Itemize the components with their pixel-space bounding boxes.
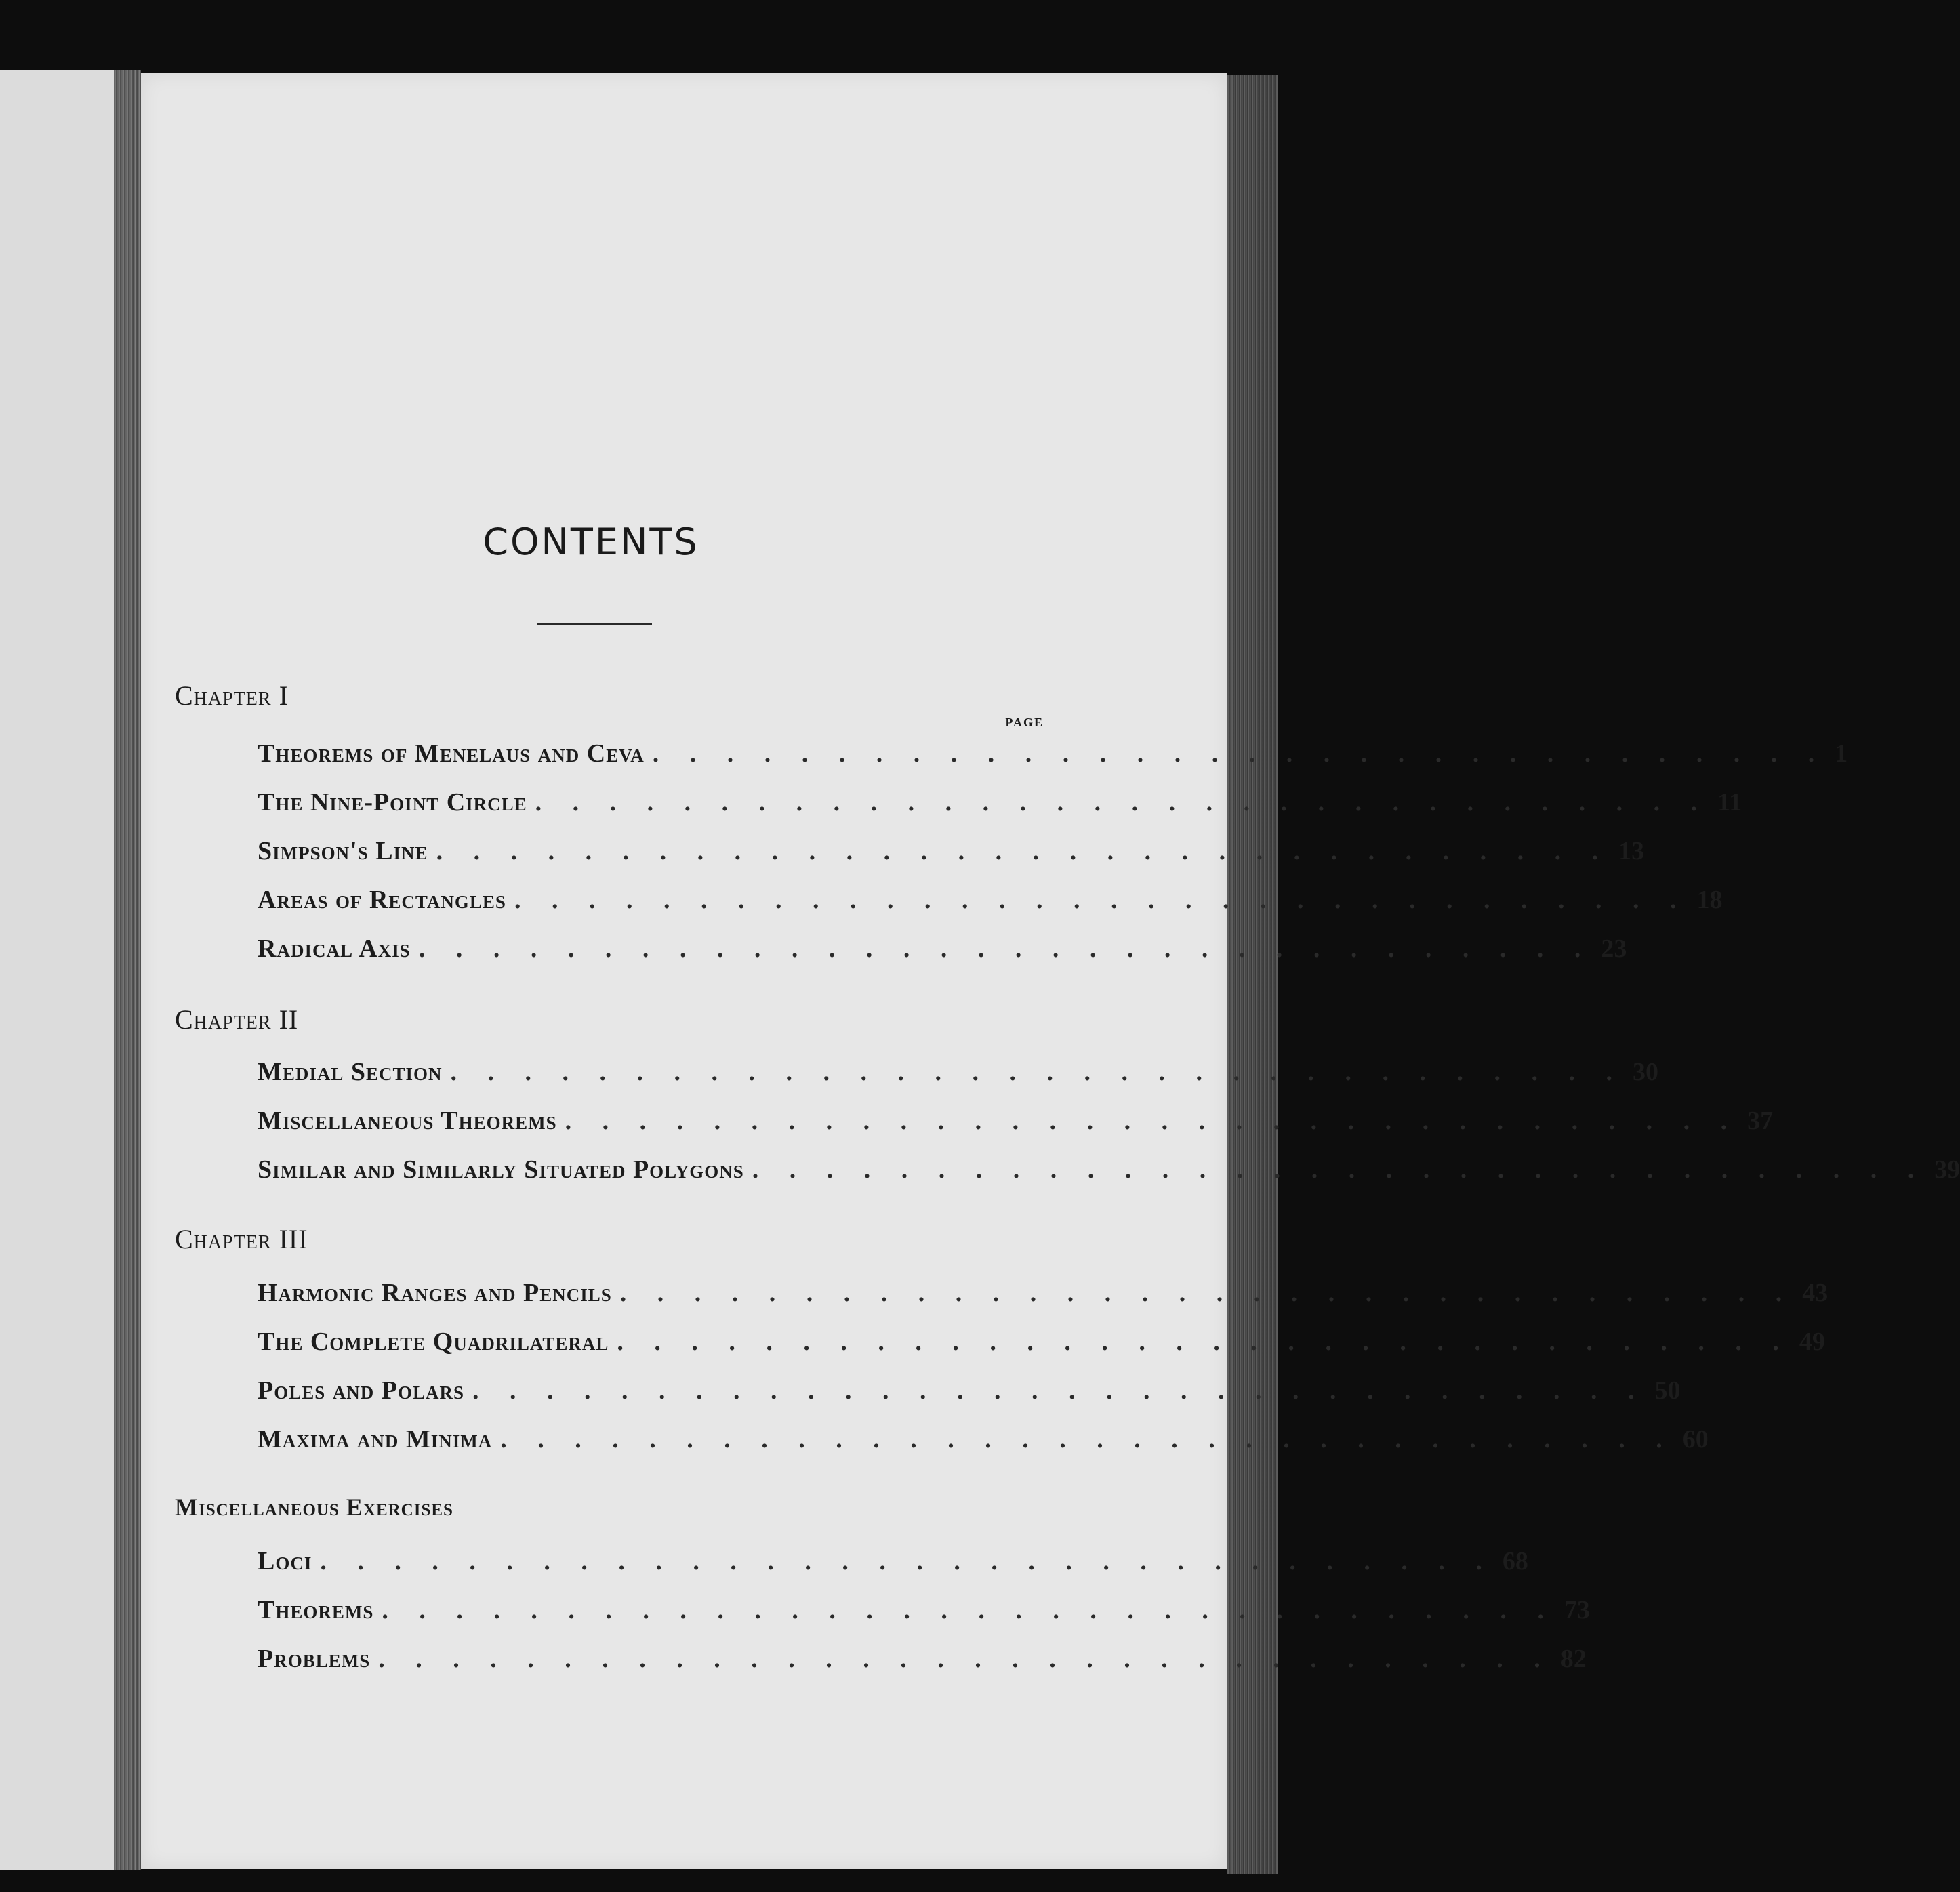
entry-page-number: 23 (1601, 934, 1627, 963)
dot-leader: . . . . . . . . . . . . . . . . . . . . . . . . . . . . . . . . (382, 1596, 1556, 1624)
dot-leader: . . . . . . . . . . . . . . . . . . . . . . . . . . . . . . . . (378, 1645, 1553, 1673)
entry-title: The Nine-Point Circle (258, 788, 527, 817)
entry-page-number: 60 (1682, 1425, 1709, 1454)
entry-title: Theorems (258, 1596, 374, 1624)
dot-leader: . . . . . . . . . . . . . . . . . . . . . . . . . . . . . . . . (450, 1058, 1625, 1086)
entry-title: Radical Axis (258, 934, 411, 963)
dot-leader: . . . . . . . . . . . . . . . . . . . . . . . . . . . . . . . . (565, 1107, 1740, 1135)
entry-page-number: 11 (1717, 788, 1742, 817)
entry-title: Simpson's Line (258, 837, 428, 865)
entry-page-number: 49 (1799, 1328, 1825, 1356)
entry-page-number: 13 (1618, 837, 1645, 865)
entry-page-number: 37 (1747, 1107, 1774, 1135)
entry-title: Areas of Rectangles (258, 886, 506, 914)
dot-leader: . . . . . . . . . . . . . . . . . . . . . . . . . . . . . . . . (652, 739, 1827, 768)
entry-title: Harmonic Ranges and Pencils (258, 1279, 612, 1307)
page-column-header: PAGE (1005, 716, 1044, 729)
entry-title: Similar and Similarly Situated Polygons (258, 1155, 744, 1184)
chapter-heading: Miscellaneous Exercises (175, 1494, 453, 1521)
toc-entry (258, 934, 1627, 966)
entry-title: Theorems of Menelaus and Ceva (258, 739, 645, 768)
toc-entry (258, 1546, 1528, 1579)
page-title: CONTENTS (483, 520, 699, 563)
chapter-heading: Chapter I (175, 680, 289, 711)
dot-leader: . . . . . . . . . . . . . . . . . . . . . . . . . . . . . . . . (320, 1547, 1494, 1576)
facing-page-edge (0, 70, 114, 1870)
dot-leader: . . . . . . . . . . . . . . . . . . . . . . . . . . . . . . . . (514, 886, 1689, 914)
toc-entry (258, 1644, 1587, 1677)
toc-entry (258, 739, 1848, 771)
entry-page-number: 73 (1564, 1596, 1590, 1624)
dot-leader: . . . . . . . . . . . . . . . . . . . . . . . . . . . . . . . . (500, 1425, 1675, 1454)
toc-entry (258, 1327, 1825, 1359)
entry-title: Problems (258, 1645, 371, 1673)
entry-title: Loci (258, 1547, 312, 1576)
toc-entry (258, 1376, 1681, 1408)
toc-entry (258, 1278, 1829, 1311)
title-rule (537, 623, 652, 625)
entry-page-number: 30 (1633, 1058, 1659, 1086)
entry-title: Maxima and Minima (258, 1425, 493, 1454)
toc-entry (258, 1057, 1659, 1090)
toc-entry (258, 1595, 1590, 1628)
entry-title: Miscellaneous Theorems (258, 1107, 557, 1135)
toc-entry (258, 1424, 1709, 1457)
chapter-heading: Chapter II (175, 1004, 299, 1035)
entry-page-number: 68 (1502, 1547, 1528, 1576)
entry-page-number: 82 (1560, 1645, 1587, 1673)
entry-page-number: 43 (1802, 1279, 1829, 1307)
book-gutter (114, 70, 141, 1870)
dot-leader: . . . . . . . . . . . . . . . . . . . . . . . . . . . . . . . . (472, 1376, 1647, 1405)
toc-entry (258, 787, 1742, 820)
dot-leader: . . . . . . . . . . . . . . . . . . . . . . . . . . . . . . . . (619, 1279, 1795, 1307)
chapter-heading: Chapter III (175, 1224, 308, 1254)
entry-page-number: 1 (1835, 739, 1848, 768)
toc-entry (258, 836, 1645, 869)
dot-leader: . . . . . . . . . . . . . . . . . . . . . . . . . . . . . . . . (436, 837, 1611, 865)
entry-title: The Complete Quadrilateral (258, 1328, 609, 1356)
entry-title: Poles and Polars (258, 1376, 464, 1405)
toc-entry (258, 1155, 1960, 1187)
dot-leader: . . . . . . . . . . . . . . . . . . . . . . . . . . . . . . . . (752, 1155, 1927, 1184)
toc-entry (258, 885, 1723, 918)
toc-entry (258, 1106, 1774, 1138)
entry-page-number: 39 (1934, 1155, 1960, 1184)
contents-page (141, 73, 1960, 1869)
entry-page-number: 50 (1654, 1376, 1681, 1405)
entry-title: Medial Section (258, 1058, 443, 1086)
dot-leader: . . . . . . . . . . . . . . . . . . . . . . . . . . . . . . . . (535, 788, 1710, 817)
entry-page-number: 18 (1696, 886, 1723, 914)
dot-leader: . . . . . . . . . . . . . . . . . . . . . . . . . . . . . . . . (418, 934, 1593, 963)
dot-leader: . . . . . . . . . . . . . . . . . . . . . . . . . . . . . . . . (617, 1328, 1791, 1356)
